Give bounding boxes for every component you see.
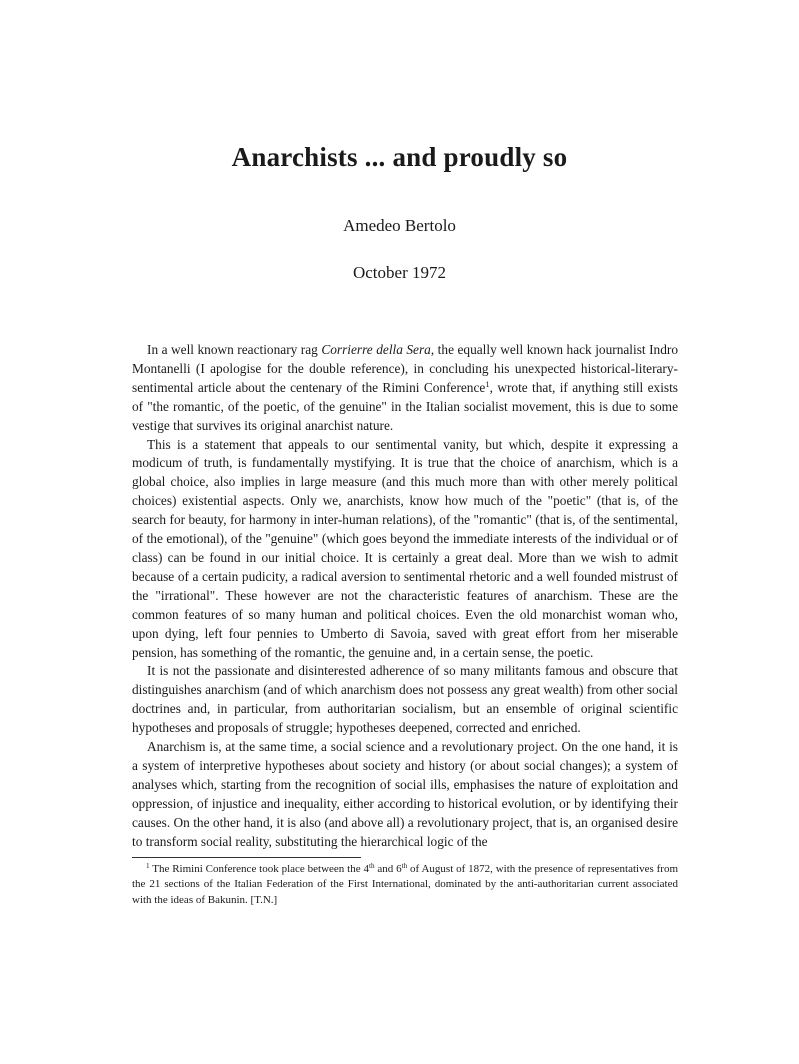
- document-body: [132, 341, 678, 851]
- paragraph-1-text-a: In a well known reactionary rag: [147, 342, 322, 357]
- footnote-mark: 1: [146, 862, 150, 871]
- footnote-text-a: The Rimini Conference took place between the 4: [152, 863, 369, 875]
- footnote-reference[interactable]: 1: [485, 379, 490, 390]
- paragraph-1-text-b: , the equally well known hack journalist Indro Montanelli (I apologise for the double reference), in concluding his unexpected historical-literary-sentimental article about the centenary of the Rimini Conference: [132, 342, 678, 395]
- footnote: [132, 862, 678, 908]
- document-date: October 1972: [352, 263, 446, 282]
- footnote-ordinal-1: th: [368, 862, 375, 871]
- paragraph-1: [132, 341, 678, 436]
- footnote-text-b: and 6: [374, 863, 402, 875]
- document-author: Amedeo Bertolo: [343, 216, 456, 235]
- footnote-divider: [132, 857, 361, 858]
- footnote-text-c: of August of 1872, with the presence of representatives from the 21 sections of the Italian Federation of the First International, dominated by the anti-authoritarian current associated with the ideas of Bakunin. [T.N.]: [132, 863, 679, 906]
- footnote-ordinal-2: th: [401, 862, 408, 871]
- paragraph-4: Anarchism is, at the same time, a social science and a revolutionary project. On the one hand, it is a system of interpretive hypotheses about society and history (or about social changes); a system of analyses which, starting from the recognition of social ills, emphasises the nature of exploitation and oppression, of injustice and inequality, either according to historical evolution, or by identifying their causes. On the other hand, it is also (and above all) a revolutionary project, that is, an organised desire to transform social reality, substituting the hierarchical logic of the: [132, 739, 678, 849]
- document-title: Anarchists ... and proudly so: [231, 142, 568, 172]
- paragraph-1-text-c: , wrote that, if anything still exists of "the romantic, of the poetic, of the genuine" in the Italian socialist movement, this is due to some vestige that survives its original anarchist nature.: [132, 379, 678, 433]
- paragraph-3: It is not the passionate and disinterested adherence of so many militants famous and obscure that distinguishes anarchism (and of which anarchism does not possess any great wealth) from other social doctrines and, in particular, from authoritarian socialism, but an ensemble of original scientific hypotheses and proposals of struggle; hypotheses deepened, corrected and enriched.: [132, 663, 678, 736]
- paragraph-2: This is a statement that appeals to our sentimental vanity, but which, despite it expressing a modicum of truth, is fundamentally mystifying. It is true that the choice of anarchism, which is a global choice, also implies in large measure (and this much more than with other merely political choices) existential aspects. Only we, anarchists, know how much of the "poetic" (that is, of the search for beauty, for harmony in inter-human relations), of the "romantic" (that is, of the sentimental, of the emotional), of the "genuine" (which goes beyond the immediate interests of the individual or of class) can be found in our initial choice. It is certainly a great deal. More than we wish to admit because of a certain pudicity, a radical aversion to sentimental rhetoric and a well founded mistrust of the "irrational". These however are not the characteristic features of anarchism. These are the common features of so many human and political choices. Even the old monarchist woman who, upon dying, left four pennies to Umberto di Savoia, saved with great effort from her miserable pension, has something of the romantic, the genuine and, in a certain sense, the poetic.: [132, 436, 678, 660]
- newspaper-title: Corrierre della Sera: [321, 342, 431, 357]
